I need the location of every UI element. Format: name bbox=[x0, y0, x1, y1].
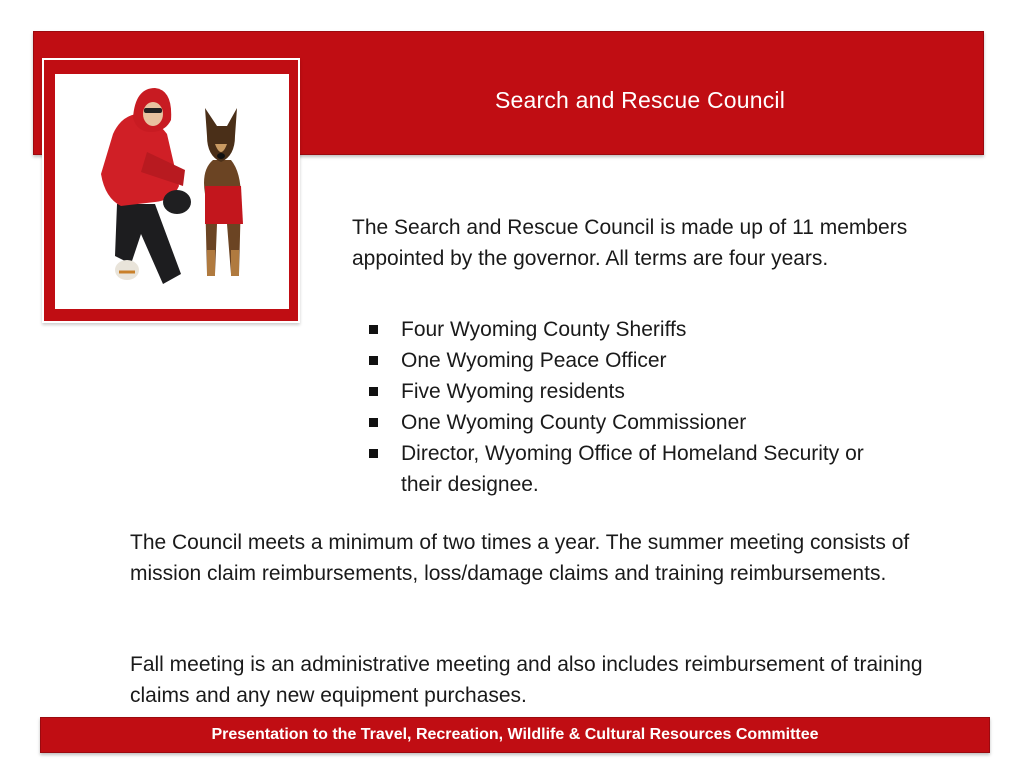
list-item-text: Director, Wyoming Office of Homeland Security or their designee. bbox=[401, 442, 864, 496]
footer-text: Presentation to the Travel, Recreation, Wildlife & Cultural Resources Committee bbox=[211, 726, 819, 743]
list-item-text: One Wyoming County Commissioner bbox=[401, 411, 747, 434]
list-item bbox=[368, 345, 968, 376]
list-item-text: Four Wyoming County Sheriffs bbox=[401, 318, 687, 341]
rescuer-dog-illustration bbox=[55, 74, 289, 309]
list-item bbox=[368, 376, 968, 407]
square-bullet-icon bbox=[369, 325, 378, 334]
square-bullet-icon bbox=[369, 449, 378, 458]
fall-meeting-paragraph: Fall meeting is an administrative meeting and also includes reimbursement of training claims and any new equipment purchases. bbox=[130, 653, 923, 707]
square-bullet-icon bbox=[369, 387, 378, 396]
square-bullet-icon bbox=[369, 356, 378, 365]
member-list bbox=[368, 314, 968, 500]
footer-band bbox=[40, 717, 990, 753]
rescuer-with-dog-photo bbox=[55, 74, 289, 309]
meeting-paragraph: The Council meets a minimum of two times a year. The summer meeting consists of mission claim reimbursements, loss/damage claims and training reimbursements. bbox=[130, 531, 910, 585]
slide-title: Search and Rescue Council bbox=[494, 87, 786, 113]
list-item bbox=[368, 438, 908, 500]
intro-text: The Search and Rescue Council is made up of 11 members appointed by the governor. All terms are four years. bbox=[352, 216, 908, 270]
photo-frame bbox=[42, 58, 300, 323]
square-bullet-icon bbox=[369, 418, 378, 427]
list-item bbox=[368, 314, 968, 345]
list-item bbox=[368, 407, 968, 438]
list-item-text: One Wyoming Peace Officer bbox=[401, 349, 667, 372]
list-item-text: Five Wyoming residents bbox=[401, 380, 625, 403]
